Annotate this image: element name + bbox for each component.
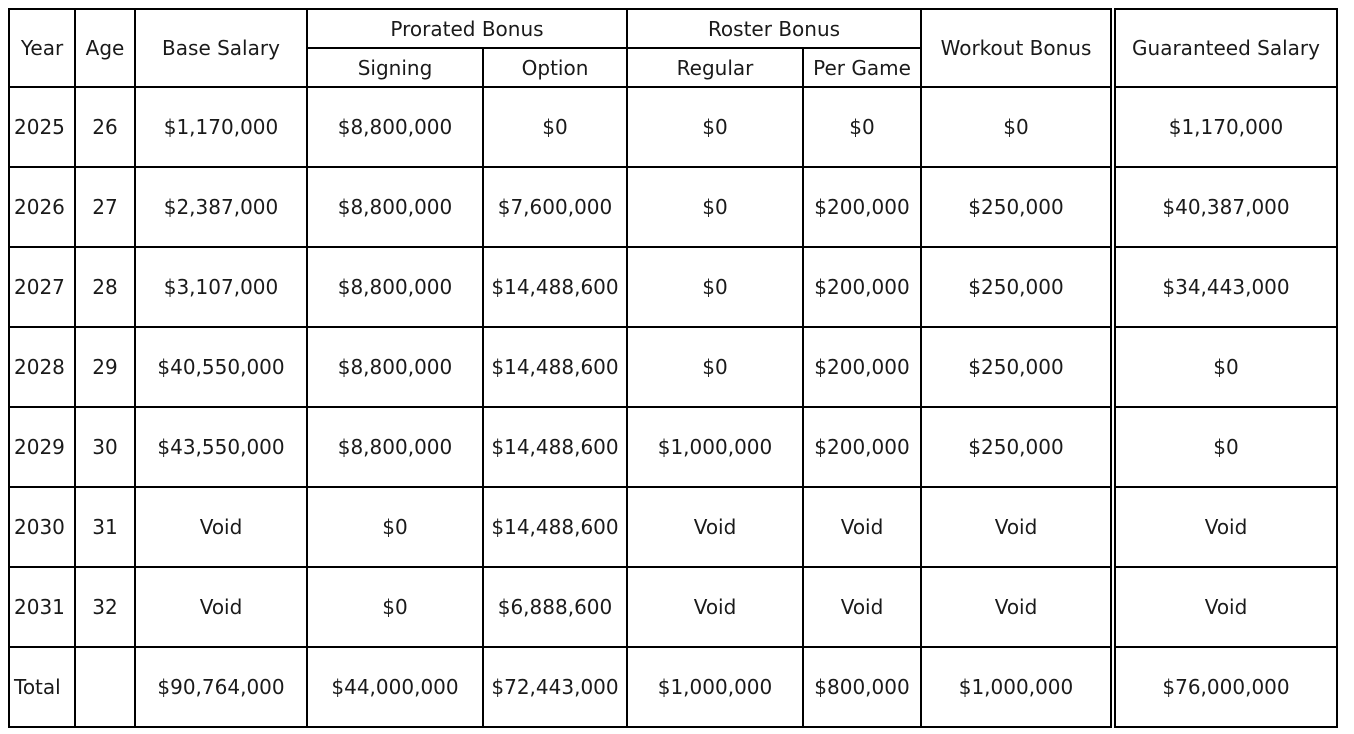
cell-year: 2028 [9, 327, 75, 407]
cell-workout-bonus: Void [921, 567, 1113, 647]
cell-per-game: $0 [803, 87, 921, 167]
cell-age: 28 [75, 247, 135, 327]
cell-workout-bonus: $250,000 [921, 327, 1113, 407]
cell-per-game: Void [803, 567, 921, 647]
cell-option: $72,443,000 [483, 647, 627, 727]
contract-table [8, 8, 1338, 728]
cell-age: 32 [75, 567, 135, 647]
table-row [9, 327, 1337, 407]
table-row [9, 87, 1337, 167]
cell-base-salary: Void [135, 567, 307, 647]
cell-year: 2026 [9, 167, 75, 247]
cell-regular: $0 [627, 87, 803, 167]
cell-base-salary: $1,170,000 [135, 87, 307, 167]
cell-signing: $0 [307, 567, 483, 647]
header-base-salary: Base Salary [135, 9, 307, 87]
table-row [9, 567, 1337, 647]
header-regular: Regular [627, 48, 803, 87]
cell-signing: $8,800,000 [307, 247, 483, 327]
cell-option: $14,488,600 [483, 487, 627, 567]
cell-base-salary: $40,550,000 [135, 327, 307, 407]
contract-table-container [8, 8, 1338, 728]
cell-per-game: $200,000 [803, 407, 921, 487]
cell-age: 31 [75, 487, 135, 567]
cell-guaranteed-salary: $34,443,000 [1113, 247, 1337, 327]
cell-base-salary: Void [135, 487, 307, 567]
cell-regular: $0 [627, 327, 803, 407]
cell-option: $14,488,600 [483, 407, 627, 487]
cell-per-game: $200,000 [803, 167, 921, 247]
cell-base-salary: $2,387,000 [135, 167, 307, 247]
table-row [9, 407, 1337, 487]
cell-signing: $8,800,000 [307, 407, 483, 487]
cell-guaranteed-salary: Void [1113, 487, 1337, 567]
header-prorated-bonus: Prorated Bonus [307, 9, 627, 48]
cell-age: 29 [75, 327, 135, 407]
header-roster-bonus: Roster Bonus [627, 9, 921, 48]
cell-year: 2031 [9, 567, 75, 647]
header-workout-bonus: Workout Bonus [921, 9, 1113, 87]
cell-year: 2027 [9, 247, 75, 327]
cell-workout-bonus: $250,000 [921, 247, 1113, 327]
cell-option: $6,888,600 [483, 567, 627, 647]
header-signing: Signing [307, 48, 483, 87]
cell-workout-bonus: $0 [921, 87, 1113, 167]
cell-guaranteed-salary: $1,170,000 [1113, 87, 1337, 167]
cell-signing: $44,000,000 [307, 647, 483, 727]
cell-option: $14,488,600 [483, 327, 627, 407]
cell-workout-bonus: Void [921, 487, 1113, 567]
cell-regular: $1,000,000 [627, 407, 803, 487]
table-row [9, 487, 1337, 567]
cell-guaranteed-salary: Void [1113, 567, 1337, 647]
cell-guaranteed-salary: $0 [1113, 407, 1337, 487]
header-age: Age [75, 9, 135, 87]
header-per-game: Per Game [803, 48, 921, 87]
cell-year: 2025 [9, 87, 75, 167]
table-header [9, 9, 1337, 87]
header-year: Year [9, 9, 75, 87]
cell-per-game: $200,000 [803, 247, 921, 327]
cell-regular: $0 [627, 167, 803, 247]
cell-age: 26 [75, 87, 135, 167]
cell-year: 2030 [9, 487, 75, 567]
cell-option: $7,600,000 [483, 167, 627, 247]
table-row-total [9, 647, 1337, 727]
cell-year: 2029 [9, 407, 75, 487]
cell-workout-bonus: $1,000,000 [921, 647, 1113, 727]
cell-guaranteed-salary: $40,387,000 [1113, 167, 1337, 247]
cell-age: 27 [75, 167, 135, 247]
cell-year: Total [9, 647, 75, 727]
cell-per-game: $800,000 [803, 647, 921, 727]
cell-regular: Void [627, 567, 803, 647]
cell-regular: $0 [627, 247, 803, 327]
header-option: Option [483, 48, 627, 87]
table-row [9, 247, 1337, 327]
cell-per-game: $200,000 [803, 327, 921, 407]
cell-option: $0 [483, 87, 627, 167]
table-body [9, 87, 1337, 727]
cell-base-salary: $3,107,000 [135, 247, 307, 327]
cell-option: $14,488,600 [483, 247, 627, 327]
cell-per-game: Void [803, 487, 921, 567]
cell-base-salary: $43,550,000 [135, 407, 307, 487]
cell-guaranteed-salary: $76,000,000 [1113, 647, 1337, 727]
cell-workout-bonus: $250,000 [921, 167, 1113, 247]
table-row [9, 167, 1337, 247]
cell-regular: Void [627, 487, 803, 567]
cell-guaranteed-salary: $0 [1113, 327, 1337, 407]
cell-signing: $8,800,000 [307, 167, 483, 247]
cell-regular: $1,000,000 [627, 647, 803, 727]
header-guaranteed-salary: Guaranteed Salary [1113, 9, 1337, 87]
cell-age [75, 647, 135, 727]
cell-signing: $8,800,000 [307, 87, 483, 167]
cell-age: 30 [75, 407, 135, 487]
cell-signing: $0 [307, 487, 483, 567]
cell-signing: $8,800,000 [307, 327, 483, 407]
cell-base-salary: $90,764,000 [135, 647, 307, 727]
cell-workout-bonus: $250,000 [921, 407, 1113, 487]
